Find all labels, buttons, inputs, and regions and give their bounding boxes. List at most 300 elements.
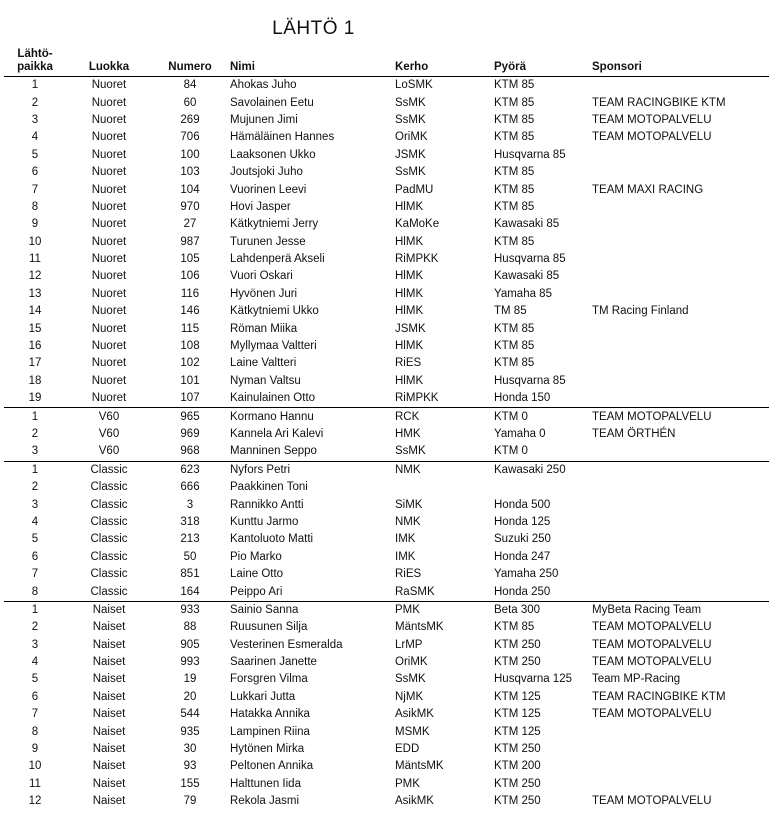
cell-bike: KTM 250 bbox=[494, 743, 541, 756]
cell-class: Naiset bbox=[92, 638, 126, 651]
table-row bbox=[4, 181, 769, 198]
table-row bbox=[4, 479, 769, 496]
cell-position: 9 bbox=[31, 743, 39, 756]
cell-name: Hovi Jasper bbox=[230, 200, 291, 213]
cell-sponsor: TEAM RACINGBIKE KTM bbox=[592, 690, 726, 703]
cell-club bbox=[395, 479, 494, 496]
table-row bbox=[4, 408, 769, 426]
cell-class: Nuoret bbox=[91, 218, 127, 231]
cell-bike: KTM 85 bbox=[494, 357, 535, 370]
cell-bike: KTM 85 bbox=[494, 166, 535, 179]
cell-number: 623 bbox=[152, 461, 228, 479]
cell-position: 1 bbox=[4, 601, 66, 619]
cell-name: Ahokas Juho bbox=[230, 79, 297, 92]
table-row bbox=[4, 94, 769, 111]
start-list-table bbox=[4, 42, 769, 810]
table-row bbox=[4, 531, 769, 548]
cell-sponsor bbox=[592, 443, 769, 461]
cell-sponsor bbox=[592, 566, 769, 583]
cell-class: Nuoret bbox=[91, 131, 127, 144]
cell-position: 12 bbox=[28, 270, 42, 283]
cell-position: 13 bbox=[28, 287, 42, 300]
table-row bbox=[4, 129, 769, 146]
table-row bbox=[4, 741, 769, 758]
cell-sponsor bbox=[592, 268, 769, 285]
cell-sponsor bbox=[592, 514, 769, 531]
cell-class: Naiset bbox=[92, 725, 126, 738]
cell-name: Hatakka Annika bbox=[230, 708, 310, 721]
cell-position: 3 bbox=[31, 113, 39, 126]
cell-club: SsMK bbox=[395, 445, 426, 458]
cell-class: Classic bbox=[66, 461, 152, 479]
table-row bbox=[4, 776, 769, 793]
cell-sponsor: TEAM MOTOPALVELU bbox=[592, 113, 712, 126]
cell-number: 666 bbox=[180, 481, 200, 494]
cell-sponsor: TEAM MOTOPALVELU bbox=[592, 408, 769, 426]
cell-class: Classic bbox=[90, 498, 128, 511]
cell-name: Lampinen Riina bbox=[230, 725, 310, 738]
cell-position: 6 bbox=[31, 550, 39, 563]
table-row bbox=[4, 758, 769, 775]
cell-number: 30 bbox=[183, 743, 197, 756]
cell-number: 3 bbox=[186, 498, 194, 511]
table-row bbox=[4, 199, 769, 216]
cell-sponsor: TEAM MOTOPALVELU bbox=[592, 638, 712, 651]
cell-number: 20 bbox=[183, 690, 197, 703]
cell-position: 3 bbox=[31, 638, 39, 651]
cell-class: Classic bbox=[90, 533, 128, 546]
cell-sponsor bbox=[592, 390, 769, 408]
cell-bike: Kawasaki 250 bbox=[494, 461, 592, 479]
cell-bike: KTM 0 bbox=[494, 408, 592, 426]
table-row bbox=[4, 390, 769, 408]
cell-position: 1 bbox=[31, 79, 39, 92]
cell-class: Nuoret bbox=[91, 79, 127, 92]
cell-club: JSMK bbox=[395, 322, 426, 335]
cell-number: 968 bbox=[180, 445, 200, 458]
cell-bike: KTM 85 bbox=[494, 340, 535, 353]
cell-class: Naiset bbox=[92, 743, 126, 756]
cell-bike: KTM 125 bbox=[494, 708, 541, 721]
cell-position: 2 bbox=[31, 621, 39, 634]
cell-sponsor: TEAM RACINGBIKE KTM bbox=[592, 96, 726, 109]
table-row bbox=[4, 706, 769, 723]
cell-sponsor bbox=[592, 251, 769, 268]
cell-club: HlMK bbox=[395, 287, 424, 300]
cell-bike: KTM 85 bbox=[494, 79, 535, 92]
table-row bbox=[4, 793, 769, 810]
cell-class: Nuoret bbox=[91, 305, 127, 318]
cell-position: 8 bbox=[31, 200, 39, 213]
cell-club: IMK bbox=[395, 533, 416, 546]
table-row bbox=[4, 566, 769, 583]
cell-number: 969 bbox=[180, 428, 200, 440]
cell-club: NjMK bbox=[395, 690, 424, 703]
header-name: Nimi bbox=[228, 42, 395, 77]
cell-number: 146 bbox=[180, 305, 200, 318]
cell-position: 3 bbox=[31, 445, 39, 458]
cell-bike: KTM 250 bbox=[494, 795, 541, 808]
header-sponsor: Sponsori bbox=[592, 42, 769, 77]
cell-position: 4 bbox=[31, 515, 39, 528]
cell-number: 103 bbox=[180, 166, 200, 179]
table-row bbox=[4, 320, 769, 337]
cell-bike: Yamaha 0 bbox=[494, 428, 546, 440]
cell-number: 935 bbox=[180, 725, 200, 738]
cell-position: 6 bbox=[31, 690, 39, 703]
cell-club: PMK bbox=[395, 601, 494, 619]
cell-position: 3 bbox=[31, 498, 39, 511]
cell-bike: Husqvarna 85 bbox=[494, 374, 566, 387]
cell-sponsor bbox=[592, 320, 769, 337]
cell-bike: Yamaha 250 bbox=[494, 568, 559, 581]
cell-bike: KTM 85 bbox=[494, 322, 535, 335]
cell-number: 100 bbox=[180, 148, 200, 161]
cell-class: V60 bbox=[66, 408, 152, 426]
cell-name: Paakkinen Toni bbox=[230, 481, 308, 494]
cell-bike: KTM 85 bbox=[494, 235, 535, 248]
cell-position: 8 bbox=[31, 585, 39, 598]
cell-class: Nuoret bbox=[91, 357, 127, 370]
cell-bike: Husqvarna 125 bbox=[494, 673, 572, 686]
cell-class: Nuoret bbox=[91, 287, 127, 300]
cell-club: SiMK bbox=[395, 498, 423, 511]
cell-position: 4 bbox=[31, 656, 39, 669]
cell-club: HMK bbox=[395, 428, 421, 440]
table-row bbox=[4, 303, 769, 320]
cell-club: AsikMK bbox=[395, 708, 434, 721]
cell-club: RaSMK bbox=[395, 585, 435, 598]
cell-number: 19 bbox=[183, 673, 197, 686]
cell-name: Lahdenperä Akseli bbox=[230, 253, 325, 266]
cell-position: 11 bbox=[29, 777, 41, 790]
cell-bike: Honda 250 bbox=[494, 585, 551, 598]
cell-name: Halttunen Iida bbox=[230, 777, 301, 790]
cell-bike: Yamaha 85 bbox=[494, 287, 552, 300]
cell-bike: KTM 85 bbox=[494, 96, 535, 109]
cell-name: Peippo Ari bbox=[230, 585, 283, 598]
cell-number: 27 bbox=[183, 218, 197, 231]
cell-bike: KTM 250 bbox=[494, 777, 541, 790]
cell-club: SsMK bbox=[395, 166, 426, 179]
cell-name: Hämäläinen Hannes bbox=[230, 131, 335, 144]
table-row bbox=[4, 549, 769, 566]
cell-position: 5 bbox=[31, 148, 39, 161]
table-row bbox=[4, 355, 769, 372]
cell-sponsor bbox=[592, 216, 769, 233]
cell-bike: Honda 125 bbox=[494, 515, 551, 528]
cell-sponsor bbox=[592, 723, 769, 740]
cell-name: Kätkytniemi Ukko bbox=[230, 305, 319, 318]
header-bike: Pyörä bbox=[494, 42, 592, 77]
cell-sponsor bbox=[592, 147, 769, 164]
cell-name: Forsgren Vilma bbox=[230, 673, 308, 686]
cell-club: IMK bbox=[395, 550, 416, 563]
cell-name: Rekola Jasmi bbox=[230, 795, 300, 808]
cell-club: NMK bbox=[395, 515, 421, 528]
cell-club: RiMPKK bbox=[395, 392, 439, 405]
cell-sponsor: TEAM MOTOPALVELU bbox=[592, 131, 712, 144]
table-row bbox=[4, 164, 769, 181]
cell-club: HlMK bbox=[395, 340, 424, 353]
cell-sponsor bbox=[592, 286, 769, 303]
cell-sponsor bbox=[592, 77, 769, 95]
cell-name: Laaksonen Ukko bbox=[230, 148, 316, 161]
cell-sponsor bbox=[592, 776, 769, 793]
page-title: LÄHTÖ 1 bbox=[272, 18, 355, 39]
cell-sponsor: TEAM MAXI RACING bbox=[592, 183, 704, 196]
cell-bike: Husqvarna 85 bbox=[494, 148, 566, 161]
cell-position: 15 bbox=[28, 322, 42, 335]
cell-bike: Suzuki 250 bbox=[494, 533, 551, 546]
cell-name: Vuorinen Leevi bbox=[230, 183, 307, 196]
header-class: Luokka bbox=[66, 42, 152, 77]
cell-name: Myllymaa Valtteri bbox=[230, 340, 317, 353]
cell-position: 4 bbox=[31, 131, 39, 144]
cell-class: Nuoret bbox=[91, 270, 127, 283]
cell-club: HlMK bbox=[395, 235, 424, 248]
cell-name: Nyman Valtsu bbox=[230, 374, 301, 387]
cell-position: 18 bbox=[28, 374, 42, 387]
cell-club: SsMK bbox=[395, 96, 426, 109]
cell-class: Nuoret bbox=[91, 96, 127, 109]
cell-name: Joutsjoki Juho bbox=[230, 166, 303, 179]
cell-club: SsMK bbox=[395, 113, 426, 126]
cell-bike: TM 85 bbox=[494, 305, 527, 318]
cell-class: Nuoret bbox=[91, 166, 127, 179]
cell-position: 10 bbox=[28, 760, 42, 773]
cell-sponsor bbox=[592, 199, 769, 216]
cell-number: 50 bbox=[183, 550, 197, 563]
cell-sponsor: TM Racing Finland bbox=[592, 305, 689, 318]
cell-bike: Kawasaki 85 bbox=[494, 270, 560, 283]
table-row bbox=[4, 251, 769, 268]
cell-position: 7 bbox=[31, 183, 39, 196]
cell-sponsor: TEAM MOTOPALVELU bbox=[592, 708, 712, 721]
cell-position: 10 bbox=[28, 235, 42, 248]
table-row bbox=[4, 112, 769, 129]
cell-name: Kannela Ari Kalevi bbox=[230, 428, 324, 440]
cell-bike: KTM 85 bbox=[494, 113, 535, 126]
table-row bbox=[4, 601, 769, 619]
cell-sponsor: Team MP-Racing bbox=[592, 673, 681, 686]
cell-club: LoSMK bbox=[395, 79, 433, 92]
cell-sponsor: TEAM MOTOPALVELU bbox=[592, 795, 712, 808]
cell-number: 115 bbox=[180, 322, 200, 335]
cell-bike: KTM 85 bbox=[494, 131, 535, 144]
cell-class: Naiset bbox=[66, 601, 152, 619]
cell-club: HlMK bbox=[395, 200, 424, 213]
cell-class: Nuoret bbox=[91, 253, 127, 266]
cell-name: Laine Otto bbox=[230, 568, 284, 581]
cell-number: 965 bbox=[152, 408, 228, 426]
cell-position: 1 bbox=[4, 408, 66, 426]
cell-number: 79 bbox=[183, 795, 197, 808]
table-row bbox=[4, 583, 769, 601]
cell-club: KaMoKe bbox=[395, 218, 440, 231]
cell-sponsor bbox=[592, 164, 769, 181]
cell-class: Naiset bbox=[92, 777, 126, 790]
cell-number: 60 bbox=[183, 96, 197, 109]
cell-sponsor bbox=[592, 373, 769, 390]
cell-position: 2 bbox=[31, 481, 39, 494]
cell-class: Naiset bbox=[92, 690, 126, 703]
table-row bbox=[4, 268, 769, 285]
cell-name: Mujunen Jimi bbox=[230, 113, 298, 126]
cell-class: Classic bbox=[90, 515, 128, 528]
cell-number: 970 bbox=[180, 200, 200, 213]
cell-position: 5 bbox=[31, 673, 39, 686]
cell-name: Vesterinen Esmeralda bbox=[230, 638, 343, 651]
cell-class: Nuoret bbox=[91, 148, 127, 161]
cell-number: 544 bbox=[180, 708, 200, 721]
table-row bbox=[4, 496, 769, 513]
cell-name: Nyfors Petri bbox=[228, 461, 395, 479]
cell-bike: Husqvarna 85 bbox=[494, 253, 566, 266]
cell-club: OriMK bbox=[395, 131, 428, 144]
cell-name: Vuori Oskari bbox=[230, 270, 293, 283]
table-row bbox=[4, 443, 769, 461]
cell-number: 851 bbox=[180, 568, 200, 581]
cell-club: HlMK bbox=[395, 270, 424, 283]
cell-sponsor bbox=[592, 355, 769, 372]
cell-bike: Honda 500 bbox=[494, 498, 551, 511]
cell-number: 107 bbox=[180, 392, 200, 405]
table-body bbox=[4, 77, 769, 811]
cell-sponsor: TEAM MOTOPALVELU bbox=[592, 621, 712, 634]
cell-class: Classic bbox=[90, 481, 128, 494]
table-row bbox=[4, 654, 769, 671]
cell-class: Nuoret bbox=[91, 322, 127, 335]
cell-name: Savolainen Eetu bbox=[230, 96, 314, 109]
cell-class: Nuoret bbox=[91, 374, 127, 387]
cell-name: Hytönen Mirka bbox=[230, 743, 305, 756]
cell-name: Kunttu Jarmo bbox=[230, 515, 299, 528]
cell-name: Sainio Sanna bbox=[228, 601, 395, 619]
header-position-label: Lähtö- paikka bbox=[17, 48, 53, 73]
cell-club: RCK bbox=[395, 408, 494, 426]
table-row bbox=[4, 216, 769, 233]
cell-position: 17 bbox=[28, 357, 42, 370]
cell-class: Nuoret bbox=[91, 340, 127, 353]
cell-class: Nuoret bbox=[91, 183, 127, 196]
cell-club: EDD bbox=[395, 743, 420, 756]
cell-position: 14 bbox=[28, 305, 42, 318]
cell-class: Nuoret bbox=[91, 200, 127, 213]
cell-club: AsikMK bbox=[395, 795, 434, 808]
cell-club: MäntsMK bbox=[395, 760, 444, 773]
cell-sponsor: TEAM ÖRTHÉN bbox=[592, 428, 676, 440]
cell-class: Nuoret bbox=[91, 113, 127, 126]
cell-name: Kormano Hannu bbox=[228, 408, 395, 426]
cell-class: Naiset bbox=[92, 621, 126, 634]
cell-position: 6 bbox=[31, 166, 39, 179]
cell-position: 11 bbox=[29, 253, 41, 266]
cell-number: 933 bbox=[152, 601, 228, 619]
cell-name: Hyvönen Juri bbox=[230, 287, 298, 300]
cell-sponsor bbox=[592, 338, 769, 355]
table-row bbox=[4, 514, 769, 531]
cell-club: PadMU bbox=[395, 183, 434, 196]
cell-sponsor bbox=[592, 234, 769, 251]
cell-number: 102 bbox=[180, 357, 200, 370]
cell-position: 19 bbox=[28, 392, 42, 405]
cell-class: Naiset bbox=[92, 760, 126, 773]
cell-sponsor bbox=[592, 461, 769, 479]
cell-number: 84 bbox=[183, 79, 197, 92]
cell-class: Nuoret bbox=[91, 392, 127, 405]
cell-class: V60 bbox=[98, 428, 120, 440]
table-row bbox=[4, 426, 769, 443]
cell-club: PMK bbox=[395, 777, 420, 790]
cell-bike: Beta 300 bbox=[494, 601, 592, 619]
table-row bbox=[4, 671, 769, 688]
cell-position: 5 bbox=[31, 533, 39, 546]
cell-club: JSMK bbox=[395, 148, 426, 161]
cell-name: Laine Valtteri bbox=[230, 357, 297, 370]
cell-number: 706 bbox=[180, 131, 200, 144]
cell-club: MSMK bbox=[395, 725, 430, 738]
cell-club: HlMK bbox=[395, 305, 424, 318]
cell-number: 213 bbox=[180, 533, 200, 546]
cell-name: Manninen Seppo bbox=[230, 445, 317, 458]
cell-number: 164 bbox=[180, 585, 200, 598]
cell-club: RiES bbox=[395, 568, 422, 581]
cell-bike: Kawasaki 85 bbox=[494, 218, 560, 231]
table-row bbox=[4, 689, 769, 706]
cell-bike: KTM 250 bbox=[494, 656, 541, 669]
cell-number: 105 bbox=[180, 253, 200, 266]
cell-name: Rannikko Antti bbox=[230, 498, 304, 511]
cell-number: 88 bbox=[183, 621, 197, 634]
cell-name: Peltonen Annika bbox=[230, 760, 314, 773]
table-row bbox=[4, 338, 769, 355]
cell-position: 7 bbox=[31, 708, 39, 721]
cell-sponsor: MyBeta Racing Team bbox=[592, 601, 769, 619]
cell-sponsor bbox=[592, 583, 769, 601]
cell-number: 155 bbox=[180, 777, 200, 790]
cell-number: 318 bbox=[180, 515, 200, 528]
cell-club: HlMK bbox=[395, 374, 424, 387]
table-row bbox=[4, 147, 769, 164]
cell-class: Classic bbox=[90, 550, 128, 563]
cell-name: Röman Miika bbox=[230, 322, 298, 335]
cell-class: Classic bbox=[90, 585, 128, 598]
cell-name: Lukkari Jutta bbox=[230, 690, 296, 703]
cell-position: 1 bbox=[4, 461, 66, 479]
cell-name: Saarinen Janette bbox=[230, 656, 317, 669]
cell-position: 2 bbox=[31, 96, 39, 109]
cell-name: Ruusunen Silja bbox=[230, 621, 308, 634]
header-position bbox=[4, 42, 66, 77]
cell-number: 104 bbox=[180, 183, 200, 196]
header-club: Kerho bbox=[395, 42, 494, 77]
cell-name: Kantoluoto Matti bbox=[230, 533, 314, 546]
table-row bbox=[4, 77, 769, 95]
cell-name: Turunen Jesse bbox=[230, 235, 306, 248]
cell-sponsor bbox=[592, 741, 769, 758]
cell-number: 93 bbox=[183, 760, 197, 773]
cell-class: Naiset bbox=[92, 673, 126, 686]
cell-number: 993 bbox=[180, 656, 200, 669]
cell-position: 7 bbox=[31, 568, 39, 581]
cell-number: 108 bbox=[180, 340, 200, 353]
cell-bike: Honda 150 bbox=[494, 392, 551, 405]
cell-sponsor bbox=[592, 531, 769, 548]
cell-sponsor bbox=[592, 758, 769, 775]
cell-number: 987 bbox=[180, 235, 200, 248]
cell-number: 106 bbox=[180, 270, 200, 283]
